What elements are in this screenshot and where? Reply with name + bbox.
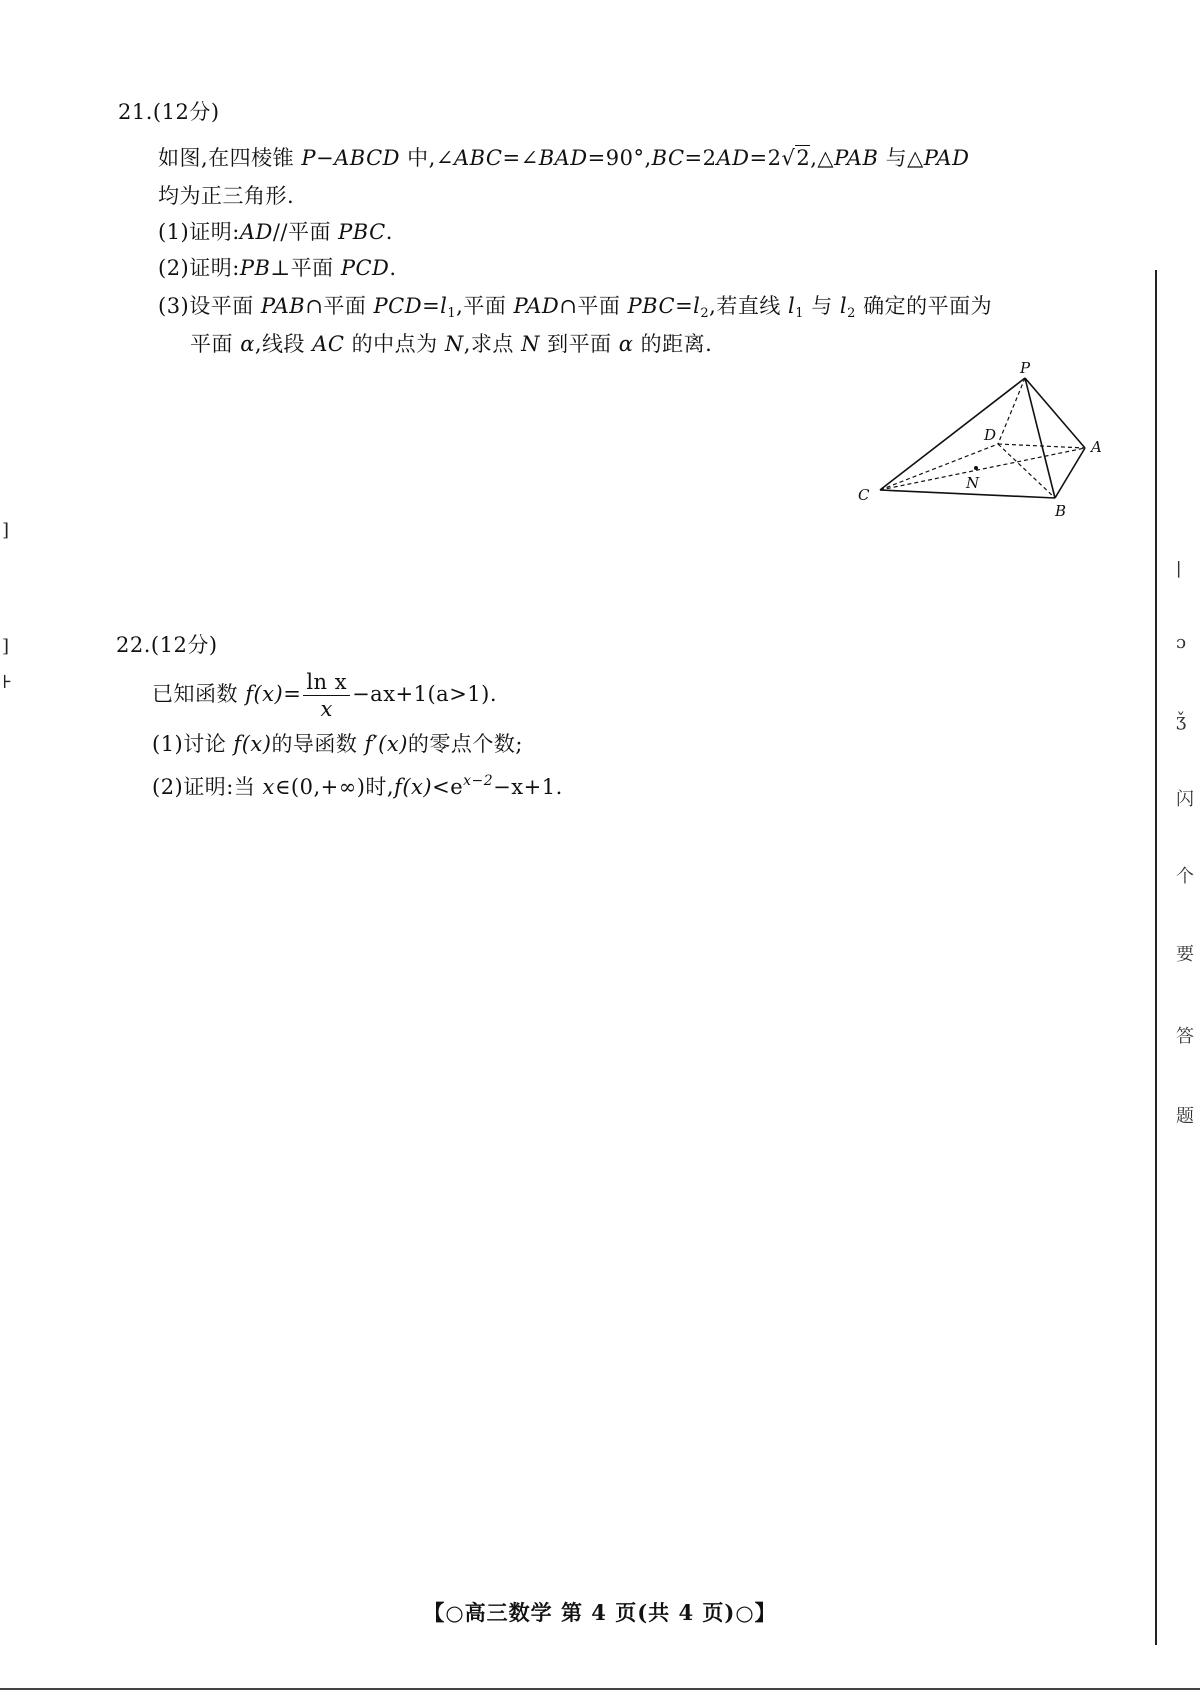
margin-char: ǯ (1176, 710, 1187, 731)
left-edge-mark: ⊦ (2, 672, 13, 693)
page-footer: 【○高三数学 第 4 页(共 4 页)○】 (423, 1600, 777, 1625)
left-edge-mark: ] (2, 636, 10, 657)
label-N: N (966, 474, 980, 492)
label-C: C (858, 486, 870, 504)
binding-line (1155, 270, 1157, 1645)
edge-BA (1055, 448, 1085, 498)
label-B: B (1055, 502, 1067, 520)
margin-char: ∣ (1176, 560, 1182, 581)
margin-char: 要 (1176, 944, 1194, 965)
q22-part2: (2)证明:当 x∈(0,+∞)时$,f(x)<e^{x-2}-x+1$. (152, 773, 563, 799)
diag-DB-hidden (998, 444, 1055, 498)
q21-part3-line1: (3)设平面 PAB∩平面 $PCD=l_1$,平面 PAD∩平面 $PBC=l_2$,若直线 $l_1$ 与 $l_2$ 确定的平面为 (158, 294, 993, 321)
q21-header (118, 98, 220, 126)
q22-points: (12分) (150, 633, 218, 657)
q21-part2: (2)证明:PB⊥平面 PCD. (158, 256, 397, 280)
margin-char: 个 (1176, 866, 1194, 887)
q21-part3-line2: 平面 α,线段 AC 的中点为 N,求点 N 到平面 α 的距离. (190, 332, 713, 356)
edge-PC (880, 378, 1025, 490)
q21-part1: (1)证明:AD//平面 PBC. (158, 220, 393, 244)
label-P: P (1020, 360, 1031, 377)
bottom-rule (0, 1688, 1200, 1690)
margin-char: ɔ (1176, 632, 1187, 653)
q22-part1: (1)讨论 f(x)的导函数 f′(x)的零点个数; (152, 732, 523, 756)
label-A: A (1091, 438, 1102, 456)
q21-number: 21. (118, 100, 153, 124)
edge-CD-hidden (880, 444, 998, 490)
margin-char: 题 (1176, 1106, 1194, 1127)
point-N (974, 466, 978, 470)
q21-points: (12分) (152, 100, 220, 124)
q22-header (116, 631, 218, 659)
q21-stem-line1: 如图,在四棱锥 P−ABCD 中,∠ABC=∠BAD=90°,BC=2AD=2√2,△PAB 与△PAD (158, 146, 970, 170)
left-edge-mark: ] (2, 520, 10, 541)
fraction-lnx-over-x: $\frac{\text{ln x}}{x}$ (303, 669, 350, 722)
margin-char: 答 (1176, 1026, 1194, 1047)
q21-stem-line2: 均为正三角形. (158, 184, 295, 208)
label-D: D (984, 426, 997, 444)
diag-CA-hidden (880, 448, 1085, 490)
pyramid-figure (850, 360, 1120, 520)
margin-char: 闪 (1176, 789, 1194, 810)
q22-stem: 已知函数 f(x)= $\frac{\text{ln x}}{x}$ −ax+1(a>1). (152, 670, 498, 721)
q22-number: 22. (116, 633, 151, 657)
